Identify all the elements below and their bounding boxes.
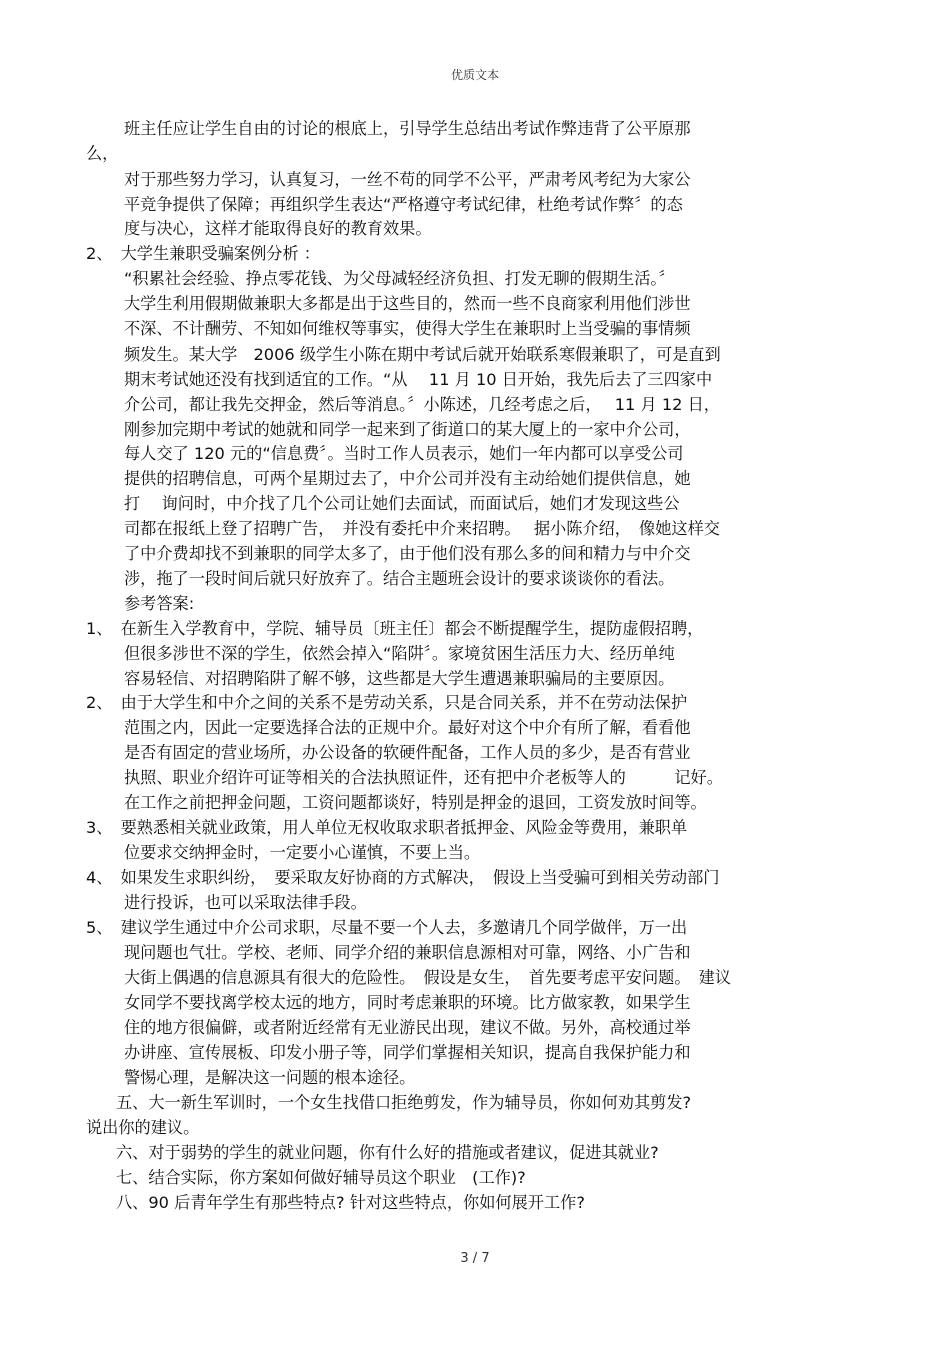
list-item: 4、 如果发生求职纠纷， 要采取友好协商的方式解决， 假设上当受骗可到相关劳动部门 bbox=[86, 868, 720, 887]
text-line: 范围之内，因此一定要选择合法的正规中介。最好对这个中介有所了解，看看他 bbox=[124, 718, 691, 737]
text-line: “积累社会经验、挣点零花钱、为父母减轻经济负担、打发无聊的假期生活。〞 bbox=[124, 269, 675, 288]
question-line: 六、对于弱势的学生的就业问题，你有什么好的措施或者建议，促进其就业? bbox=[116, 1143, 659, 1162]
text-line: 大学生利用假期做兼职大多都是出于这些目的，然而一些不良商家利用他们涉世 bbox=[124, 294, 691, 313]
text-line: 涉，拖了一段时间后就只好放弃了。结合主题班会设计的要求谈谈你的看法。 bbox=[124, 569, 675, 588]
list-item: 5、 建议学生通过中介公司求职，尽量不要一个人去，多邀请几个同学做伴，万一出 bbox=[86, 918, 688, 937]
page-header: 优质文本 bbox=[450, 68, 499, 82]
text-line: 刚参加完期中考试的她就和同学一起来到了街道口的某大厦上的一家中介公司， bbox=[124, 420, 691, 439]
text-line: 对于那些努力学习，认真复习，一丝不苟的同学不公平，严肃考风考纪为大家公 bbox=[124, 170, 691, 189]
text-line: 介公司，都让我先交押金，然后等消息。〞小陈述，几经考虑之后， 11 月 12 日， bbox=[124, 395, 720, 414]
text-line: 每人交了 120 元的“信息费〞。当时工作人员表示，她们一年内都可以享受公司 bbox=[124, 444, 684, 463]
text-line: 提供的招聘信息，可两个星期过去了，中介公司并没有主动给她们提供信息，她 bbox=[124, 469, 691, 488]
list-item: 1、 在新生入学教育中，学院、辅导员〔班主任〕都会不断提醒学生，提防虚假招聘， bbox=[86, 619, 704, 638]
question-line: 八、90 后青年学生有那些特点? 针对这些特点，你如何展开工作? bbox=[116, 1193, 585, 1212]
text-line: 进行投诉，也可以采取法律手段。 bbox=[124, 893, 367, 912]
question-line: 七、结合实际，你方案如何做好辅导员这个职业 (工作)? bbox=[116, 1168, 526, 1187]
text-line: 频发生。某大学 2006 级学生小陈在期中考试后就开始联系寒假兼职了，可是直到 bbox=[124, 345, 721, 364]
text-line: 么， bbox=[86, 144, 119, 163]
list-item: 3、 要熟悉相关就业政策，用人单位无权收取求职者抵押金、风险金等费用，兼职单 bbox=[86, 818, 688, 837]
text-line: 班主任应让学生自由的讨论的根底上，引导学生总结出考试作弊违背了公平原那 bbox=[124, 119, 691, 138]
text-line: 办讲座、宣传展板、印发小册子等，同学们掌握相关知识，提高自我保护能力和 bbox=[124, 1043, 691, 1062]
text-line: 度与决心，这样才能取得良好的教育效果。 bbox=[124, 219, 432, 238]
text-line: 位要求交纳押金时，一定要小心谨慎，不要上当。 bbox=[124, 843, 481, 862]
text-line: 不深、不计酬劳、不知如何维权等事实，使得大学生在兼职时上当受骗的事情频 bbox=[124, 319, 691, 338]
text-line: 司都在报纸上登了招聘广告， 并没有委托中介来招聘。 据小陈介绍， 像她这样交 bbox=[124, 519, 720, 538]
list-item: 2、 由于大学生和中介之间的关系不是劳动关系，只是合同关系，并不在劳动法保护 bbox=[86, 693, 688, 712]
question-line: 五、大一新生军训时，一个女生找借口拒绝剪发，作为辅导员，你如何劝其剪发? bbox=[116, 1093, 692, 1112]
text-line: 了中介费却找不到兼职的同学太多了，由于他们没有那么多的间和精力与中介交 bbox=[124, 544, 691, 563]
text-line: 是否有固定的营业场所，办公设备的软硬件配备，工作人员的多少，是否有营业 bbox=[124, 743, 691, 762]
section-heading: 2、 大学生兼职受骗案例分析 ： bbox=[86, 244, 320, 263]
text-line: 期末考试她还没有找到适宜的工作。“从 11 月 10 日开始，我先后去了三四家中 bbox=[124, 370, 713, 389]
text-line: 现问题也气壮。学校、老师、同学介绍的兼职信息源相对可靠，网络、小广告和 bbox=[124, 943, 691, 962]
text-line: 女同学不要找离学校太远的地方，同时考虑兼职的环境。比方做家教，如果学生 bbox=[124, 993, 691, 1012]
page-number: 3 / 7 bbox=[460, 1251, 490, 1266]
text-line: 说出你的建议。 bbox=[86, 1118, 200, 1137]
text-line: 但很多涉世不深的学生，依然会掉入“陷阱〞。家境贫困生活压力大、经历单纯 bbox=[124, 644, 675, 663]
text-line: 执照、职业介绍许可证等相关的合法执照证件，还有把中介老板等人的 记好。 bbox=[124, 768, 723, 787]
text-line: 容易轻信、对招聘陷阱了解不够，这些都是大学生遭遇兼职骗局的主要原因。 bbox=[124, 669, 675, 688]
text-line: 打 询问时，中介找了几个公司让她们去面试，而面试后，她们才发现这些公 bbox=[124, 494, 680, 513]
answer-heading: 参考答案: bbox=[124, 594, 195, 613]
text-line: 警惕心理，是解决这一问题的根本途径。 bbox=[124, 1068, 416, 1087]
text-line: 平竞争提供了保障；再组织学生表达“严格遵守考试纪律，杜绝考试作弊〞的态 bbox=[124, 195, 683, 214]
text-line: 大街上偶遇的信息源具有很大的危险性。 假设是女生， 首先要考虑平安问题。 建议 bbox=[124, 968, 732, 987]
text-line: 在工作之前把押金问题，工资问题都谈好，特别是押金的退回，工资发放时间等。 bbox=[124, 793, 707, 812]
text-line: 住的地方很偏僻，或者附近经常有无业游民出现，建议不做。另外，高校通过举 bbox=[124, 1018, 691, 1037]
